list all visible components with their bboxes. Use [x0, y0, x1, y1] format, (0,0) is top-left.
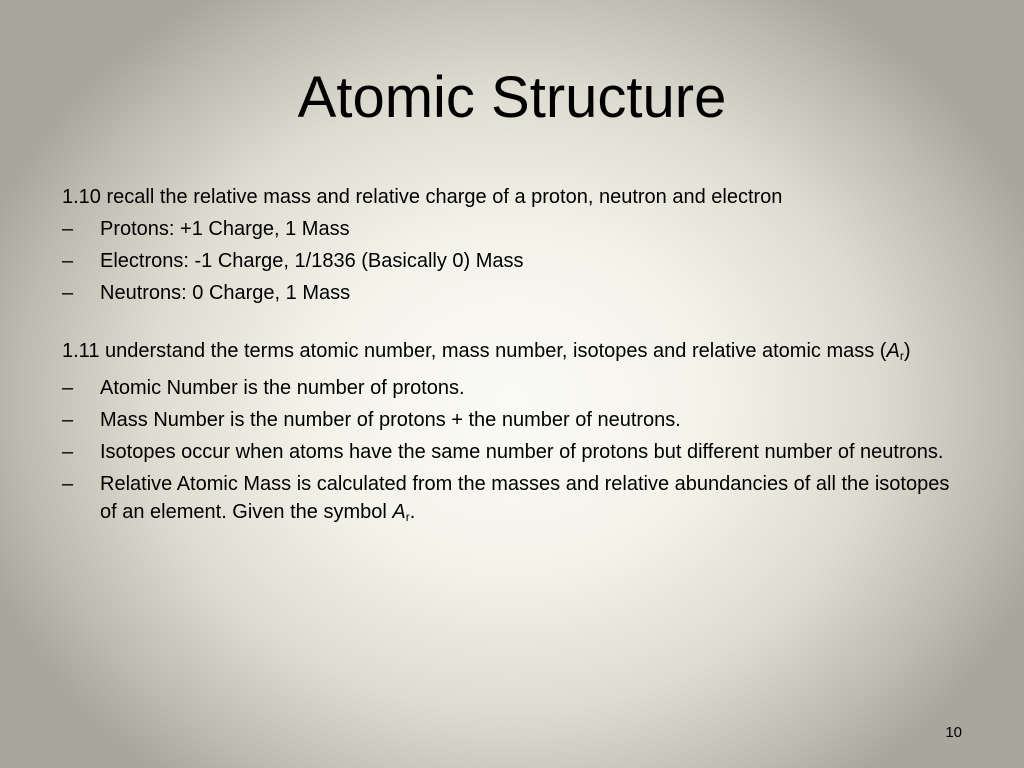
bullet-relative-atomic-mass	[62, 470, 952, 531]
bullet-isotopes	[62, 438, 952, 466]
bullet-text: Relative Atomic Mass is calculated from the masses and relative abundancies of all the isotopes of an element. Given the symbol	[100, 473, 950, 523]
bullet-dash: –	[62, 377, 74, 399]
bullet-dash: –	[62, 250, 74, 272]
objective-1-10-bullets	[62, 215, 952, 307]
bullet-atomic-number	[62, 374, 952, 402]
bullet-neutrons	[62, 279, 952, 307]
bullet-dash: –	[62, 473, 74, 495]
symbol-main: A	[886, 340, 900, 362]
symbol-sub: r	[899, 349, 904, 363]
bullet-text: Isotopes occur when atoms have the same number of protons but different number of neutrons.	[100, 441, 944, 463]
bullet-protons	[62, 215, 952, 243]
bullet-text: Mass Number is the number of protons + the number of neutrons.	[100, 409, 681, 431]
bullet-dash: –	[62, 441, 74, 463]
bullet-text: Neutrons: 0 Charge, 1 Mass	[100, 282, 351, 304]
symbol-ar	[886, 340, 903, 362]
bullet-suffix: .	[409, 501, 416, 523]
objective-1-11-text: 1.11 understand the terms atomic number, mass number, isotopes and relative atomic mass (	[62, 340, 887, 362]
symbol-ar	[392, 501, 409, 523]
objective-1-10: 1.10 recall the relative mass and relative charge of a proton, neutron and electron	[62, 186, 783, 208]
bullet-text: Electrons: -1 Charge, 1/1836 (Basically 0) Mass	[100, 250, 524, 272]
objective-1-11-bullets	[62, 374, 952, 531]
objective-1-11	[62, 337, 952, 370]
bullet-dash: –	[62, 409, 74, 431]
bullet-dash: –	[62, 282, 74, 304]
objective-1-11-suffix: )	[903, 340, 911, 362]
symbol-sub: r	[405, 510, 410, 524]
bullet-dash: –	[62, 218, 74, 240]
slide-content	[62, 183, 952, 535]
bullet-text: Protons: +1 Charge, 1 Mass	[100, 218, 350, 240]
bullet-mass-number	[62, 406, 952, 434]
symbol-main: A	[392, 501, 406, 523]
bullet-electrons	[62, 247, 952, 275]
page-number: 10	[945, 724, 962, 741]
bullet-text: Atomic Number is the number of protons.	[100, 377, 465, 399]
slide-title: Atomic Structure	[297, 65, 727, 130]
